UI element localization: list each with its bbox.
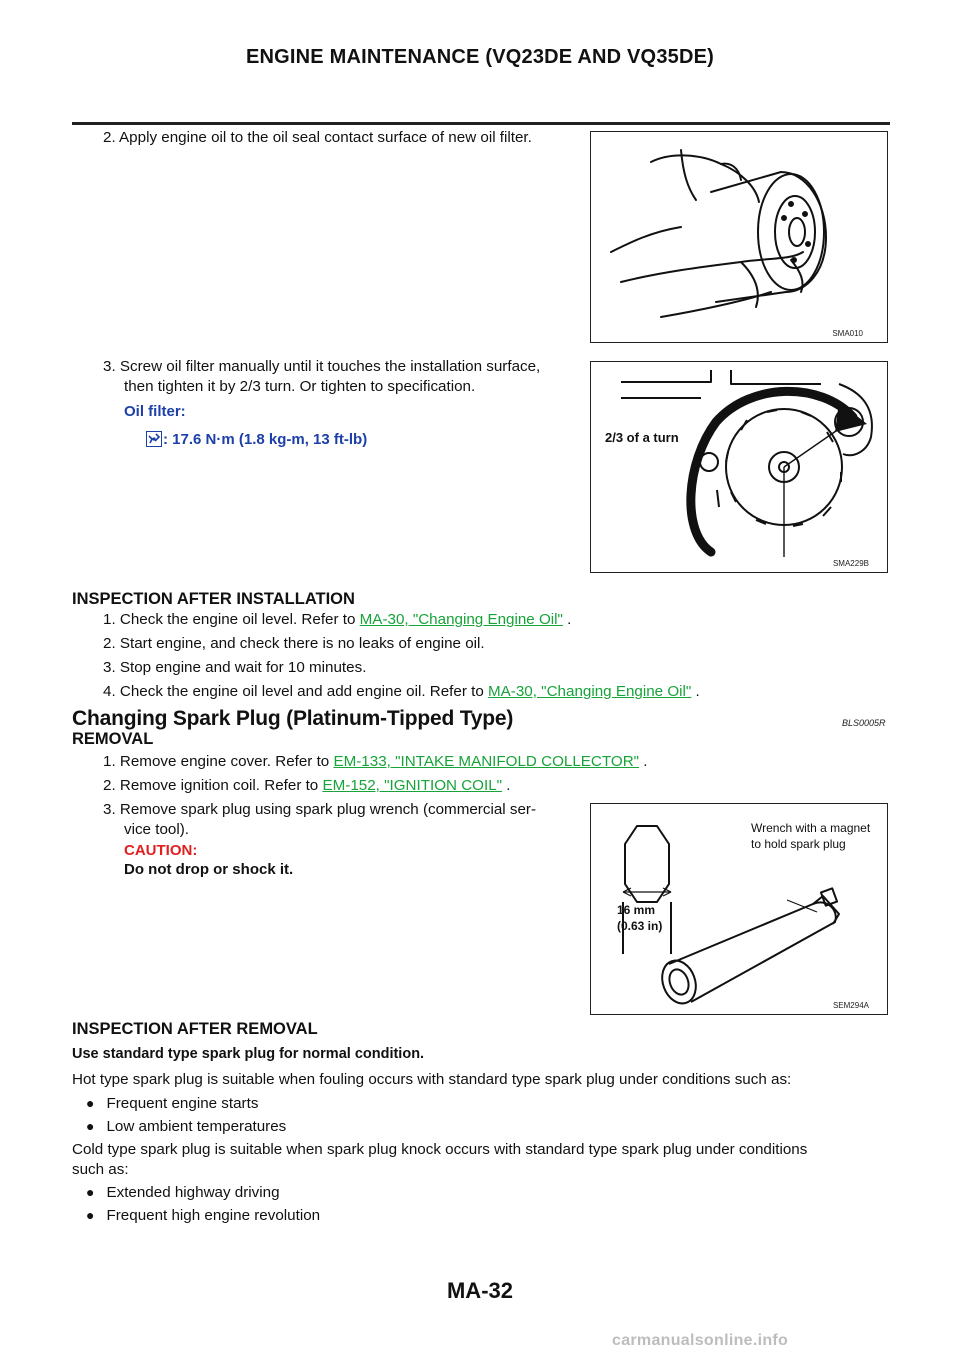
heading-inspection-after-installation: INSPECTION AFTER INSTALLATION <box>72 590 355 608</box>
bullet-icon: ● <box>86 1118 95 1134</box>
step-screw-filter-line2: then tighten it by 2/3 turn. Or tighten to specification. <box>124 378 476 395</box>
figure-two-thirds-turn <box>590 361 888 573</box>
removal-item-2 <box>103 776 511 796</box>
torque-wrench-icon <box>146 431 162 447</box>
figure-wrench-caption-line2: to hold spark plug <box>751 837 846 851</box>
link-em-152-ignition-coil[interactable]: EM-152, "IGNITION COIL" <box>322 777 503 794</box>
link-ma-30-changing-engine-oil-2[interactable]: MA-30, "Changing Engine Oil" <box>488 683 692 700</box>
step-screw-filter-line1: 3. Screw oil filter manually until it touches the installation surface, <box>103 358 541 375</box>
bullet-icon: ● <box>86 1207 95 1223</box>
inspection-install-item-4 <box>103 682 700 702</box>
figure-code-sma229b: SMA229B <box>832 559 869 568</box>
figure-spark-plug-wrench <box>590 803 888 1015</box>
standard-plug-note: Use standard type spark plug for normal condition. <box>72 1046 425 1062</box>
removal-item-3-line1: 3. Remove spark plug using spark plug wrench (commercial ser- <box>103 801 537 818</box>
hot-item-2-text: Low ambient temperatures <box>106 1118 287 1135</box>
removal-item-1-text: 1. Remove engine cover. Refer to <box>103 753 334 770</box>
caution-text: Do not drop or shock it. <box>124 861 294 878</box>
removal-item-2-text: 2. Remove ignition coil. Refer to <box>103 777 323 794</box>
oil-filter-hands-illustration <box>591 132 887 342</box>
link-em-133-intake-manifold-collector[interactable]: EM-133, "INTAKE MANIFOLD COLLECTOR" <box>333 753 640 770</box>
figure-wrench-dimension-in: (0.63 in) <box>617 919 663 933</box>
heading-inspection-after-removal: INSPECTION AFTER REMOVAL <box>72 1020 318 1038</box>
figure-wrench-caption-line1: Wrench with a magnet <box>751 821 871 835</box>
bullet-icon: ● <box>86 1095 95 1111</box>
figure-code-sem294a: SEM294A <box>832 1001 869 1010</box>
cold-item-1-text: Extended highway driving <box>106 1184 280 1201</box>
step-apply-oil: 2. Apply engine oil to the oil seal contact surface of new oil filter. <box>103 129 532 146</box>
bullet-icon: ● <box>86 1184 95 1200</box>
heading-removal: REMOVAL <box>72 730 154 748</box>
cold-item-2 <box>86 1205 320 1226</box>
removal-item-2-tail: . <box>502 777 511 794</box>
inspection-install-item-4-text: 4. Check the engine oil level and add engine oil. Refer to <box>103 683 489 700</box>
hot-plug-intro: Hot type spark plug is suitable when fouling occurs with standard type spark plug under conditions such as: <box>72 1071 792 1088</box>
header-divider <box>72 122 890 125</box>
inspection-install-item-3: 3. Stop engine and wait for 10 minutes. <box>103 659 367 676</box>
removal-item-1 <box>103 752 648 772</box>
oil-filter-spec-label: Oil filter: <box>124 403 186 420</box>
inspection-install-item-1-text: 1. Check the engine oil level. Refer to <box>103 611 360 628</box>
inspection-install-item-1 <box>103 610 571 630</box>
inspection-install-item-4-tail: . <box>691 683 700 700</box>
cold-item-1 <box>86 1182 280 1203</box>
figure-oil-filter-hands <box>590 131 888 343</box>
figure-turn-caption: 2/3 of a turn <box>605 430 679 445</box>
hot-item-1 <box>86 1093 258 1114</box>
watermark: carmanualsonline.info <box>612 1332 789 1349</box>
filter-turn-illustration <box>591 362 887 572</box>
page-header-title: ENGINE MAINTENANCE (VQ23DE AND VQ35DE) <box>245 46 715 68</box>
spark-plug-wrench-illustration <box>591 804 887 1014</box>
page-number: MA-32 <box>446 1278 513 1303</box>
cold-plug-intro-line2: such as: <box>72 1161 129 1178</box>
link-ma-30-changing-engine-oil[interactable]: MA-30, "Changing Engine Oil" <box>359 611 563 628</box>
hot-item-2 <box>86 1116 286 1137</box>
oil-filter-torque-value: : 17.6 N·m (1.8 kg-m, 13 ft-lb) <box>163 431 368 448</box>
heading-changing-spark-plug: Changing Spark Plug (Platinum-Tipped Type) <box>72 707 514 730</box>
caution-label: CAUTION: <box>124 842 198 859</box>
oil-filter-torque-spec <box>146 431 367 448</box>
hot-item-1-text: Frequent engine starts <box>106 1095 259 1112</box>
inspection-install-item-1-tail: . <box>562 611 572 628</box>
figure-code-sma010: SMA010 <box>832 329 863 338</box>
removal-item-1-tail: . <box>639 753 648 770</box>
figure-wrench-dimension-mm: 16 mm <box>617 903 656 917</box>
cold-plug-intro-line1: Cold type spark plug is suitable when spark plug knock occurs with standard type spark plug under conditions <box>72 1141 808 1158</box>
cold-item-2-text: Frequent high engine revolution <box>106 1207 321 1224</box>
section-ref-code: BLS0005R <box>842 718 886 728</box>
removal-item-3-line2: vice tool). <box>124 821 189 838</box>
inspection-install-item-2: 2. Start engine, and check there is no leaks of engine oil. <box>103 635 485 652</box>
